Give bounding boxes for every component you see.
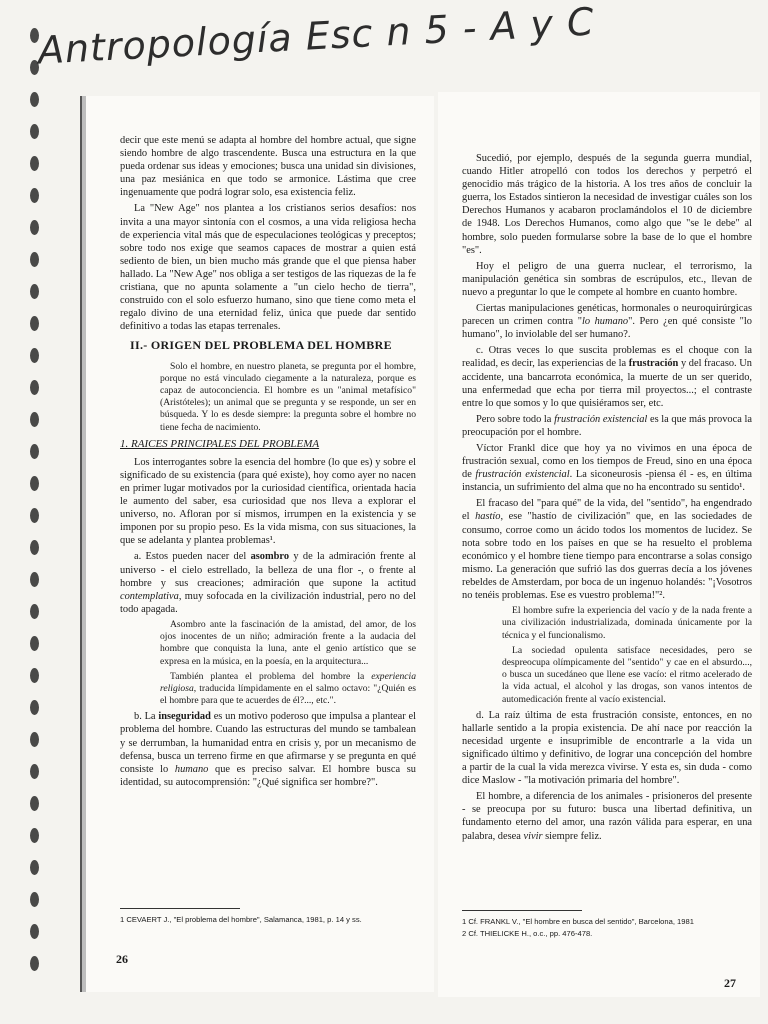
paragraph: Los interrogantes sobre la esencia del hombre (lo que es) y sobre el significado de su existencia (para qué existe), hoy como ayer no nacen en primer lugar motivados por la curiosidad científica, orientada hacia le aumento del saber, esa curiosidad que nos lleva a explorar el universo, no. Afloran por sí mismos, irrumpen en la existencia y se imponen por su propio peso. Es la vida misma, con sus situaciones, la que se adelanta y plantea problemas¹.	[120, 456, 416, 547]
punch-hole	[30, 156, 39, 171]
page-edge	[80, 96, 82, 992]
subsection-heading: 1. RAICES PRINCIPALES DEL PROBLEMA	[120, 437, 320, 450]
page-number: 27	[724, 976, 736, 990]
text: es un motivo poderoso que impulsa a plantear el problema del hombre. Cuando las estructuras del mundo se tambalean y se derrumban, la humanidad entra en crisis y, por un mecanismo de defensa, busca un terreno firme en que afirmarse y se pregunta en qué consiste lo	[120, 711, 417, 775]
footnote: 2 Cf. THIELICKE H., o.c., pp. 476-478.	[462, 929, 593, 938]
italic-term: frustración existencial	[554, 413, 648, 425]
punch-hole	[30, 412, 39, 427]
punch-hole	[30, 284, 39, 299]
punch-hole	[30, 700, 39, 715]
punch-hole	[30, 732, 39, 747]
punch-hole	[30, 956, 39, 971]
paragraph	[462, 497, 752, 602]
quote-paragraph: El hombre sufre la experiencia del vacío y de la nada frente a una civilización industrializada, dominada únicamente por la técnica y el funcionalismo.	[502, 605, 752, 641]
punch-hole	[30, 188, 39, 203]
text: Ciertas manipulaciones genéticas, hormonales o neuroquirúrgicas parecen un crimen contra "	[462, 303, 752, 328]
punch-hole	[30, 444, 39, 459]
paragraph: d. La raíz última de esta frustración consiste, entonces, en no hallarle sentido a la propia existencia. De ahí nace por reacción la necesidad urgente e insuprimible de encontrarle a la vida un significado último y definitivo, de lograr una concepción del hombre a partir de la cual la vida merezca vivirse. Y esta es, sin duda - como dice Maslow - "la motivación primaria del hombre".	[462, 709, 752, 787]
punch-hole	[30, 860, 39, 875]
text: c. Otras veces lo que suscita problemas es el choque con la realidad, es decir, las experiencias de la	[462, 345, 752, 370]
italic-term: humano	[174, 763, 209, 775]
right-page	[438, 92, 760, 997]
text: Víctor Frankl dice que hoy ya no vivimos en una época de frustración sexual, como en los tiempos de Freud, sino en una época de	[462, 442, 752, 481]
bold-term: frustración	[628, 358, 679, 370]
left-text-column	[120, 134, 416, 792]
footnote-rule	[120, 908, 240, 909]
punch-hole	[30, 124, 39, 139]
italic-term: lo humano	[581, 316, 629, 328]
text: que es preciso salvar. El hombre busca su identidad, su autocomprensión: "¿Qué significa ser hombre?".	[120, 763, 416, 788]
punch-hole	[30, 252, 39, 267]
text: Pero sobre todo la	[476, 413, 552, 425]
italic-term: hastío	[475, 511, 501, 523]
paragraph	[462, 413, 752, 439]
text: b. La	[134, 711, 156, 723]
text: . La siconeurosis -piensa él - es, en última instancia, un sufrimiento del alma que no ha encontrado su sentido¹.	[462, 469, 752, 494]
page-number: 26	[116, 952, 128, 966]
text: , traducida límpidamente en el salmo octavo: "¿Quién es el hombre para que te acuerdes de él?..., etc.".	[160, 682, 416, 707]
italic-term: experiencia religiosa	[160, 670, 417, 694]
paragraph	[462, 790, 752, 842]
text: El hombre, a diferencia de los animales - prisioneros del presente - se preocupa por su futuro: busca una libertad definitiva, un fundamento eterno del amor, una razón válida para esperar, en una palabra, desea	[462, 791, 752, 842]
text: y de la admiración frente al universo - el cielo estrellado, la belleza de una flor -, o frente al hombre y sus creaciones; admiración que supone la actitud	[120, 551, 416, 589]
text: El fracaso del "para qué" de la vida, del "sentido", ha engendrado el	[462, 498, 752, 523]
text: y del fracaso. Un accidente, una bancarrota económica, la muerte de un ser querido, una enfermedad que echa por tierra mil proyectos...; el contraste entre lo que somos y lo que quisiéramos ser, etc.	[462, 358, 752, 409]
punch-hole	[30, 892, 39, 907]
text: , ese "hastío de civilización" que, en las sociedades de consumo, corroe como un ácido todos los momentos de lucidez. Se nota sobre todo en los países en que se ha resuelto el problema económico y el hombre tiene tiempo para encontrarse a solas consigo mismo. La generación que sufrió las dos guerras decía a los jóvenes rebeldes de Amsterdam, por boca de un ingenuo holandés: "¡Vosotros no tenéis problemas. Ese es vuestro problema!"².	[462, 511, 752, 601]
footnote: 1 CEVAERT J., "El problema del hombre", Salamanca, 1981, p. 14 y ss.	[120, 915, 362, 924]
left-page	[80, 96, 434, 992]
punch-hole	[30, 604, 39, 619]
quote-paragraph: La sociedad opulenta satisface necesidades, pero se despreocupa olímpicamente del "sentido" y cae en el absurdo..., o busca un sucedáneo que llene ese vacío: el ritmo acelerado de la vida actual, el alcohol y las drogas, son vanos intentos de automedicación frente al vacío existencial.	[502, 644, 752, 705]
punch-hole	[30, 348, 39, 363]
paragraph	[120, 550, 416, 615]
punch-hole	[30, 796, 39, 811]
punch-hole	[30, 476, 39, 491]
text: a. Estos pueden nacer del	[134, 551, 247, 563]
punch-hole	[30, 540, 39, 555]
text: , muy sofocada en la civilización industrial, pero no del todo apagada.	[120, 590, 416, 615]
paragraph: Hoy el peligro de una guerra nuclear, el terrorismo, la manipulación genética sin sombras de escrúpulos, etc., llevan de nuevo a preguntar lo que le compete al hombre en cuanto hombre.	[462, 260, 752, 298]
punch-hole	[30, 220, 39, 235]
paragraph	[462, 302, 752, 341]
punch-hole	[30, 92, 39, 107]
italic-term: contemplativa	[120, 590, 179, 602]
punch-hole	[30, 572, 39, 587]
punch-hole	[30, 828, 39, 843]
punch-hole	[30, 508, 39, 523]
italic-term: frustración existencial	[475, 469, 570, 481]
bold-term: asombro	[250, 551, 290, 563]
handwritten-title: Antropología Esc n 5 - A y C	[36, 0, 596, 73]
text: siempre feliz.	[545, 830, 602, 842]
punch-hole	[30, 668, 39, 683]
paragraph	[120, 710, 416, 789]
punch-hole	[30, 924, 39, 939]
quote-paragraph: Asombro ante la fascinación de la amistad, del amor, de los ojos inocentes de un niño; admiración frente a la audacia del hombre que conquista la luna, ante el genio artístico que se expresa en la música, en la poesía, en la arquitectura...	[160, 618, 416, 667]
section-heading: II.- ORIGEN DEL PROBLEMA DEL HOMBRE	[130, 338, 392, 353]
paragraph	[462, 442, 752, 494]
paragraph	[462, 344, 752, 409]
quote-paragraph: Solo el hombre, en nuestro planeta, se pregunta por el hombre, porque no está vinculado ciegamente a la naturaleza, porque es capaz de autoconciencia. El hombre es un "animal metafísico" (Aristóteles); un animal que se pregunta y se responde, un ser en búsqueda. Y lo es desde siempre: la pregunta sobre el hombre no tiene fecha de nacimiento.	[160, 360, 416, 433]
binder-holes	[0, 0, 52, 1024]
right-text-column	[462, 152, 752, 846]
footnote-rule	[462, 910, 582, 911]
text: es la que más provoca la preocupación por el hombre.	[462, 413, 752, 438]
bold-term: inseguridad	[158, 711, 211, 723]
paragraph: Sucedió, por ejemplo, después de la segunda guerra mundial, cuando Hitler atropelló con todos los derechos y perpetró el genocidio más trágico de la historia. A los tres años de concluir la guerra, los Estados sintieron la necesidad de investigar cuáles son los Derechos Humanos y acabaron proclamándolos el 10 de diciembre de 1948. Los Derechos Humanos, como algo que "se le debe" al hombre, solo pueden formularse sobre la base de lo que el hombre "es".	[462, 153, 752, 256]
footnote: 1 Cf. FRANKL V., "El hombre en busca del sentido", Barcelona, 1981	[462, 917, 694, 926]
punch-hole	[30, 764, 39, 779]
punch-hole	[30, 636, 39, 651]
punch-hole	[30, 316, 39, 331]
text: ". Pero ¿en qué consiste "lo humano", lo inviolable del ser humano?.	[462, 316, 752, 341]
punch-hole	[30, 380, 39, 395]
paragraph: decir que este menú se adapta al hombre del hombre actual, que signe siendo hombre de algo trascendente. Busca una estructura en la que pueda ordenar sus ideas y emociones; busca una unidad sin divisiones, una paz mesiánica en que todo se armonice. Lástima que cree ingenuamente que podrá lograr solo, esa existencia feliz.	[120, 135, 416, 199]
text: También plantea el problema del hombre la	[170, 670, 365, 682]
paragraph: La "New Age" nos plantea a los cristianos serios desafíos: nos invita a una mayor sintonía con el cosmos, a una vida religiosa hecha de experiencia vital más que de especulaciones teológicas y preceptos; sobre todo nos exige que seamos capaces de mostrar a quien está sediento de bien, un bien mucho más grande que el que piensa haber hallado. La "New Age" nos obliga a ser testigos de las riquezas de la fe cristiana, que no apunta solamente a "un cielo hecho de tierra", construido con el solo esfuerzo humano, sino que tiene como meta el regalo divino de una eternidad feliz, única que puede dar sentido definitivo a todas las etapas terrenales.	[120, 203, 416, 333]
quote-paragraph	[160, 671, 416, 708]
italic-term: vivir	[523, 830, 543, 842]
